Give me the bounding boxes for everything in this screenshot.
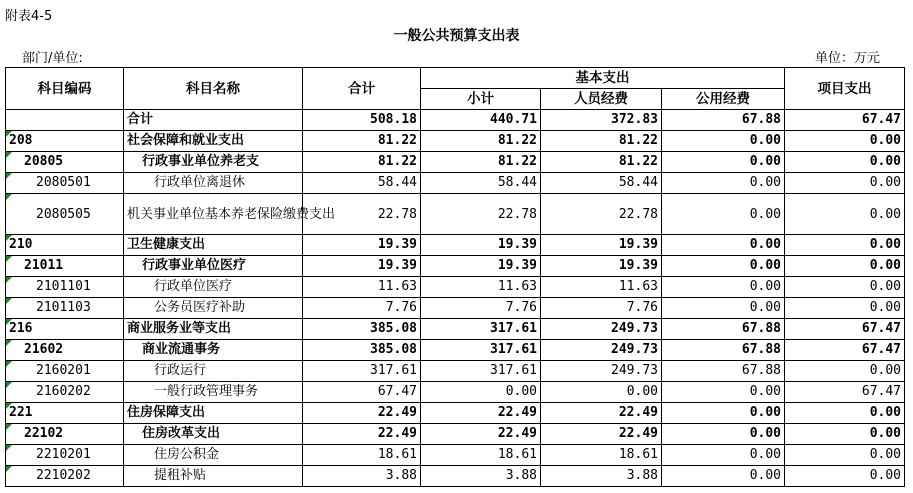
cell-code: 210 xyxy=(6,235,124,256)
cell-code: 20805 xyxy=(6,152,124,173)
cell-personnel: 81.22 xyxy=(541,131,662,152)
cell-subtotal: 317.61 xyxy=(421,319,541,340)
cell-name: 合计 xyxy=(124,110,303,131)
cell-public: 0.00 xyxy=(662,173,785,194)
cell-subtotal: 58.44 xyxy=(421,173,541,194)
cell-public: 0.00 xyxy=(662,466,785,487)
cell-public: 67.88 xyxy=(662,340,785,361)
cell-personnel: 11.63 xyxy=(541,277,662,298)
cell-subtotal: 440.71 xyxy=(421,110,541,131)
cell-public: 67.88 xyxy=(662,361,785,382)
cell-subtotal: 317.61 xyxy=(421,340,541,361)
cell-project: 0.00 xyxy=(785,361,905,382)
cell-project: 0.00 xyxy=(785,298,905,319)
cell-name: 商业流通事务 xyxy=(124,340,303,361)
cell-total: 508.18 xyxy=(303,110,421,131)
cell-personnel: 372.83 xyxy=(541,110,662,131)
cell-name: 行政事业单位养老支 xyxy=(124,152,303,173)
header-code: 科目编码 xyxy=(6,68,124,110)
cell-code: 216 xyxy=(6,319,124,340)
cell-subtotal: 22.49 xyxy=(421,424,541,445)
unit-label: 单位：万元 xyxy=(814,51,880,66)
cell-code: 2080501 xyxy=(6,173,124,194)
cell-code: 21602 xyxy=(6,340,124,361)
cell-project: 0.00 xyxy=(785,173,905,194)
cell-public: 0.00 xyxy=(662,194,785,235)
attachment-label: 附表4-5 xyxy=(5,9,53,24)
cell-total: 22.78 xyxy=(303,194,421,235)
table-row-total xyxy=(6,110,905,131)
table-row xyxy=(6,361,905,382)
cell-code: 221 xyxy=(6,403,124,424)
header-total: 合计 xyxy=(303,68,421,110)
table-row xyxy=(6,131,905,152)
cell-project: 0.00 xyxy=(785,256,905,277)
cell-subtotal: 317.61 xyxy=(421,361,541,382)
cell-total: 3.88 xyxy=(303,466,421,487)
cell-subtotal: 3.88 xyxy=(421,466,541,487)
cell-name: 社会保障和就业支出 xyxy=(124,131,303,152)
cell-personnel: 249.73 xyxy=(541,361,662,382)
cell-total: 58.44 xyxy=(303,173,421,194)
cell-subtotal: 19.39 xyxy=(421,235,541,256)
cell-total: 385.08 xyxy=(303,319,421,340)
cell-subtotal: 0.00 xyxy=(421,382,541,403)
header-project: 项目支出 xyxy=(785,68,905,110)
cell-subtotal: 81.22 xyxy=(421,152,541,173)
cell-subtotal: 22.49 xyxy=(421,403,541,424)
cell-public: 0.00 xyxy=(662,256,785,277)
cell-name: 住房改革支出 xyxy=(124,424,303,445)
cell-project: 0.00 xyxy=(785,194,905,235)
cell-total: 81.22 xyxy=(303,131,421,152)
cell-personnel: 58.44 xyxy=(541,173,662,194)
cell-code: 21011 xyxy=(6,256,124,277)
cell-subtotal: 81.22 xyxy=(421,131,541,152)
cell-personnel: 3.88 xyxy=(541,466,662,487)
cell-name: 行政运行 xyxy=(124,361,303,382)
cell-subtotal: 22.78 xyxy=(421,194,541,235)
cell-total: 317.61 xyxy=(303,361,421,382)
cell-code: 208 xyxy=(6,131,124,152)
header-name: 科目名称 xyxy=(124,68,303,110)
table-row xyxy=(6,424,905,445)
cell-public: 0.00 xyxy=(662,131,785,152)
cell-total: 19.39 xyxy=(303,256,421,277)
cell-code: 2101103 xyxy=(6,298,124,319)
cell-project: 67.47 xyxy=(785,340,905,361)
cell-personnel: 22.49 xyxy=(541,403,662,424)
cell-project: 0.00 xyxy=(785,466,905,487)
cell-code: 2101101 xyxy=(6,277,124,298)
cell-public: 0.00 xyxy=(662,382,785,403)
cell-total: 67.47 xyxy=(303,382,421,403)
header-basic: 基本支出 xyxy=(421,68,785,89)
cell-project: 0.00 xyxy=(785,403,905,424)
cell-name: 住房公积金 xyxy=(124,445,303,466)
cell-personnel: 7.76 xyxy=(541,298,662,319)
cell-personnel: 19.39 xyxy=(541,256,662,277)
cell-subtotal: 18.61 xyxy=(421,445,541,466)
cell-project: 0.00 xyxy=(785,235,905,256)
cell-code: 22102 xyxy=(6,424,124,445)
cell-name: 提租补贴 xyxy=(124,466,303,487)
cell-code: 2160202 xyxy=(6,382,124,403)
cell-personnel: 22.49 xyxy=(541,424,662,445)
cell-name: 商业服务业等支出 xyxy=(124,319,303,340)
cell-project: 0.00 xyxy=(785,445,905,466)
cell-code: 2210202 xyxy=(6,466,124,487)
page-title: 一般公共预算支出表 xyxy=(393,28,520,44)
cell-code: 2210201 xyxy=(6,445,124,466)
cell-name: 行政单位医疗 xyxy=(124,277,303,298)
cell-code: 2160201 xyxy=(6,361,124,382)
header-personnel: 人员经费 xyxy=(541,89,662,110)
cell-public: 67.88 xyxy=(662,319,785,340)
budget-table xyxy=(5,67,905,487)
cell-name: 卫生健康支出 xyxy=(124,235,303,256)
table-row xyxy=(6,256,905,277)
cell-public: 0.00 xyxy=(662,424,785,445)
cell-personnel: 81.22 xyxy=(541,152,662,173)
cell-name: 住房保障支出 xyxy=(124,403,303,424)
cell-project: 67.47 xyxy=(785,319,905,340)
cell-personnel: 249.73 xyxy=(541,340,662,361)
cell-project: 0.00 xyxy=(785,152,905,173)
cell-project: 0.00 xyxy=(785,424,905,445)
cell-name: 行政事业单位医疗 xyxy=(124,256,303,277)
table-row xyxy=(6,277,905,298)
cell-personnel: 0.00 xyxy=(541,382,662,403)
department-label: 部门/单位: xyxy=(22,51,83,66)
cell-project: 67.47 xyxy=(785,382,905,403)
cell-personnel: 19.39 xyxy=(541,235,662,256)
cell-project: 0.00 xyxy=(785,131,905,152)
cell-personnel: 18.61 xyxy=(541,445,662,466)
cell-public: 0.00 xyxy=(662,298,785,319)
table-row xyxy=(6,466,905,487)
table-row xyxy=(6,403,905,424)
cell-name: 一般行政管理事务 xyxy=(124,382,303,403)
cell-project: 67.47 xyxy=(785,110,905,131)
cell-public: 0.00 xyxy=(662,235,785,256)
cell-name: 公务员医疗补助 xyxy=(124,298,303,319)
table-row xyxy=(6,298,905,319)
header-subtotal: 小计 xyxy=(421,89,541,110)
cell-public: 0.00 xyxy=(662,445,785,466)
cell-total: 18.61 xyxy=(303,445,421,466)
table-row xyxy=(6,152,905,173)
table-row xyxy=(6,445,905,466)
table-row xyxy=(6,235,905,256)
cell-subtotal: 11.63 xyxy=(421,277,541,298)
cell-subtotal: 19.39 xyxy=(421,256,541,277)
cell-public: 0.00 xyxy=(662,152,785,173)
cell-code: 2080505 xyxy=(6,194,124,235)
table-row xyxy=(6,194,905,235)
cell-total: 19.39 xyxy=(303,235,421,256)
cell-total: 7.76 xyxy=(303,298,421,319)
table-row xyxy=(6,382,905,403)
cell-public: 0.00 xyxy=(662,277,785,298)
cell-code xyxy=(6,110,124,131)
cell-total: 22.49 xyxy=(303,403,421,424)
table-row xyxy=(6,319,905,340)
cell-personnel: 22.78 xyxy=(541,194,662,235)
cell-public: 67.88 xyxy=(662,110,785,131)
cell-name: 行政单位离退休 xyxy=(124,173,303,194)
cell-total: 385.08 xyxy=(303,340,421,361)
cell-total: 11.63 xyxy=(303,277,421,298)
cell-total: 22.49 xyxy=(303,424,421,445)
cell-name: 机关事业单位基本养老保险缴费支出 xyxy=(124,194,303,235)
cell-total: 81.22 xyxy=(303,152,421,173)
table-row xyxy=(6,340,905,361)
cell-personnel: 249.73 xyxy=(541,319,662,340)
cell-subtotal: 7.76 xyxy=(421,298,541,319)
cell-project: 0.00 xyxy=(785,277,905,298)
cell-public: 0.00 xyxy=(662,403,785,424)
table-row xyxy=(6,173,905,194)
header-public: 公用经费 xyxy=(662,89,785,110)
